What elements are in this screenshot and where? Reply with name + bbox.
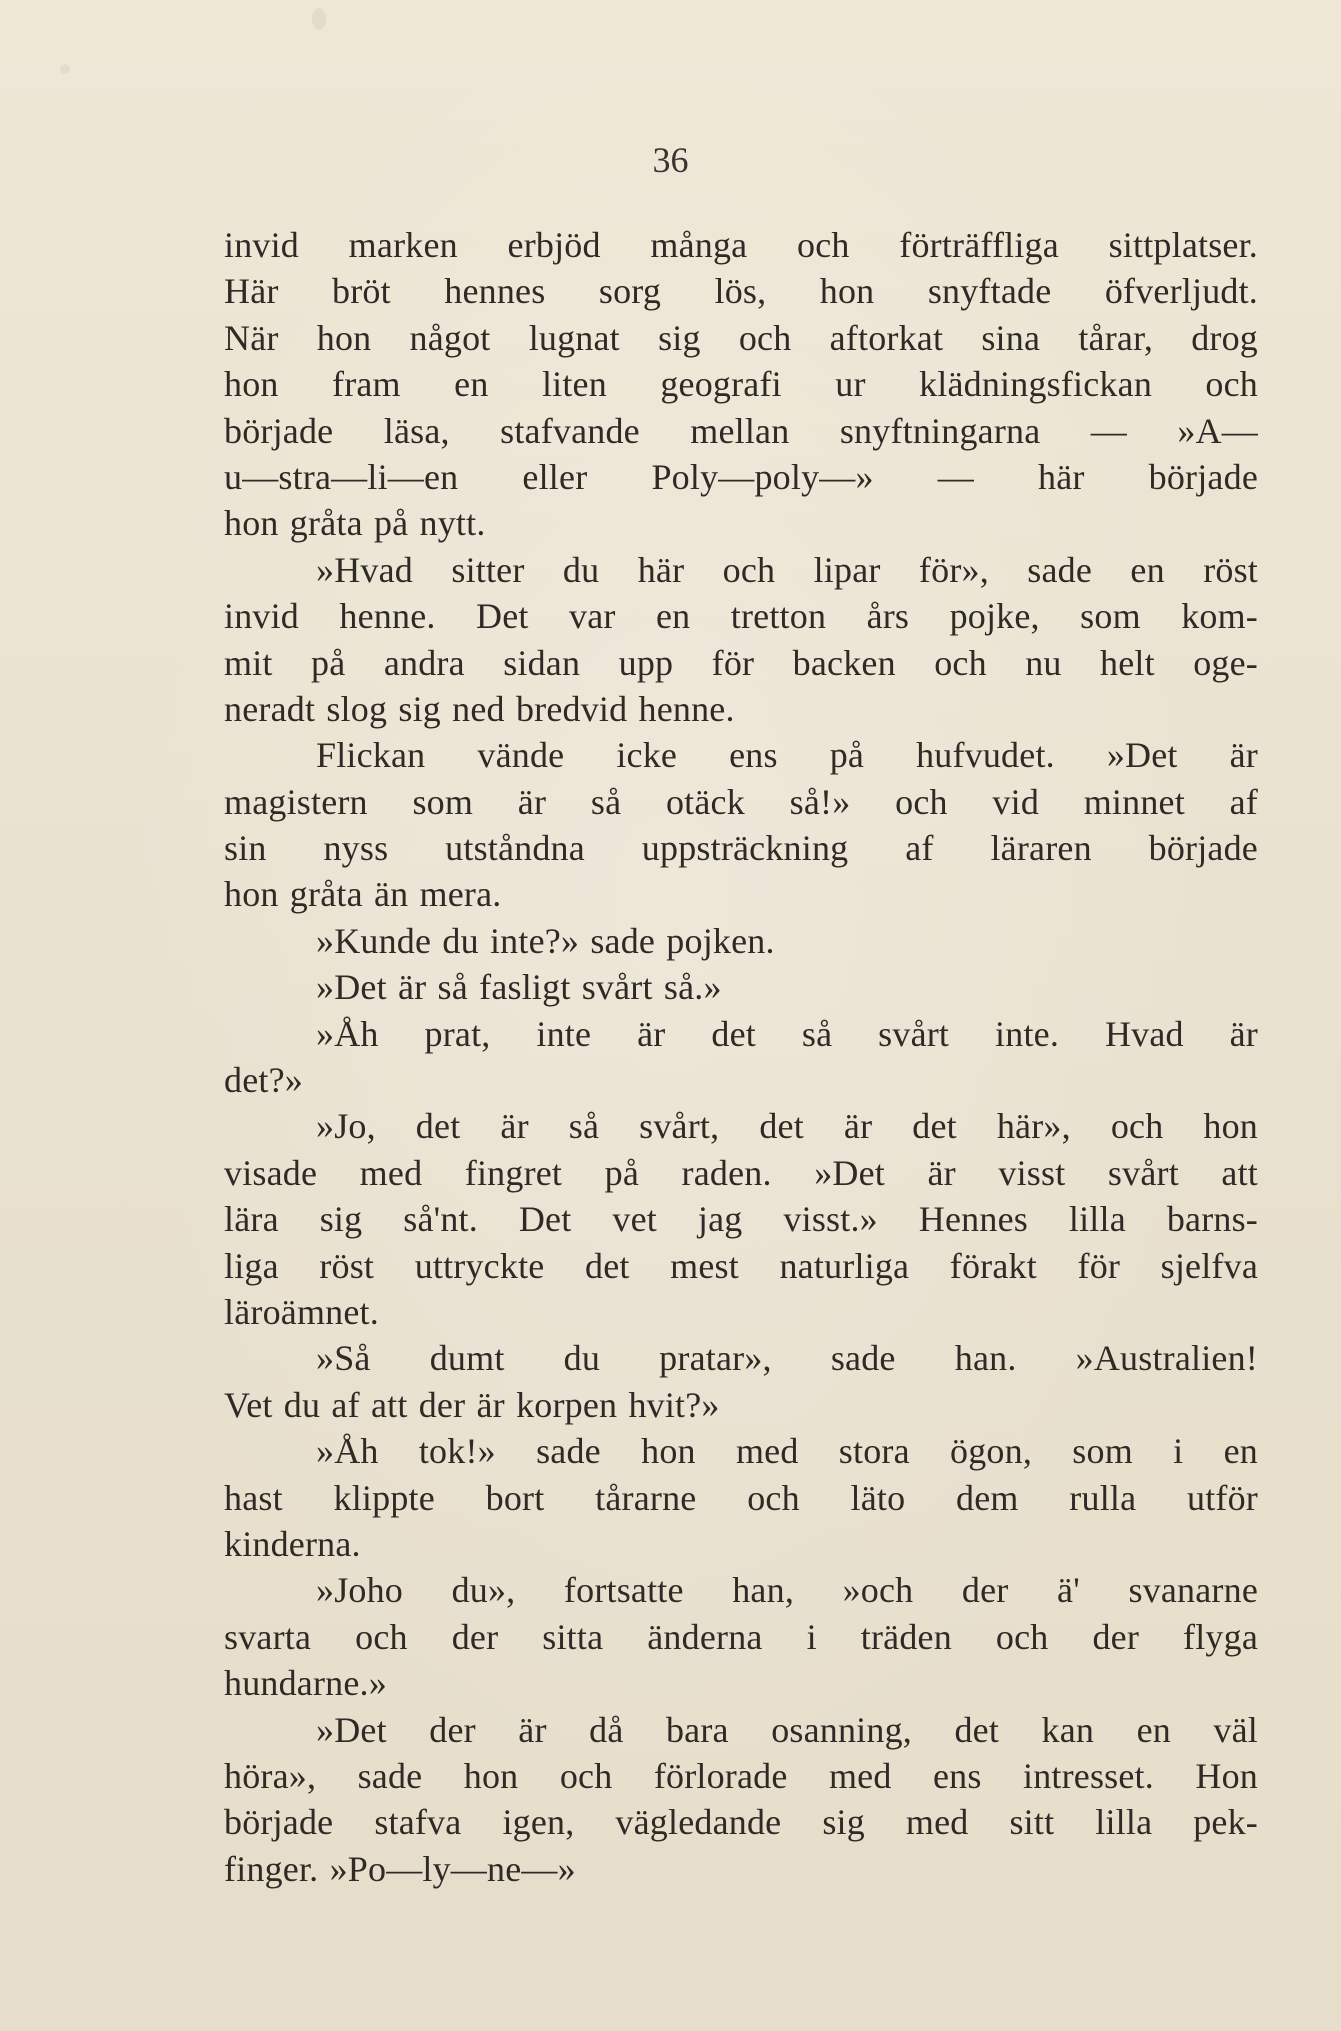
text-line: liga röst uttryckte det mest naturliga förakt för sjelfva (224, 1245, 1258, 1286)
text-line: höra», sade hon och förlorade med ens intresset. Hon (224, 1755, 1258, 1796)
text-line: sin nyss utståndna uppsträckning af läraren började (224, 828, 1258, 869)
text-line: »Åh tok!» sade hon med stora ögon, som i en (316, 1431, 1258, 1472)
text-line: hon gråta på nytt. (224, 503, 486, 544)
text-line: började läsa, stafvande mellan snyftningarna — »A— (224, 410, 1258, 451)
text-line: invid marken erbjöd många och förträffliga sittplatser. (224, 225, 1258, 265)
text-line: »Jo, det är så svårt, det är det här», och hon (316, 1106, 1258, 1147)
text-line: »Kunde du inte?» sade pojken. (316, 920, 775, 961)
text-line: läroämnet. (224, 1291, 379, 1332)
text-line: började stafva igen, vägledande sig med sitt lilla pek- (224, 1802, 1258, 1843)
text-line: hast klippte bort tårarne och läto dem rulla utför (224, 1477, 1258, 1518)
text-line: lära sig så'nt. Det vet jag visst.» Hennes lilla barns- (224, 1199, 1258, 1240)
text-line: visade med fingret på raden. »Det är visst svårt att (224, 1152, 1258, 1193)
text-line: Flickan vände icke ens på hufvudet. »Det är (316, 735, 1258, 776)
text-line: »Joho du», fortsatte han, »och der ä' svanarne (316, 1570, 1258, 1611)
text-line: magistern som är så otäck så!» och vid minnet af (224, 781, 1258, 822)
paper-smudge (60, 64, 70, 74)
text-line: svarta och der sitta änderna i träden och der flyga (224, 1616, 1258, 1657)
text-line: Här bröt hennes sorg lös, hon snyftade öfverljudt. (224, 271, 1258, 312)
page-number: 36 (652, 140, 689, 180)
paper-smudge (312, 8, 326, 30)
text-line: det?» (224, 1060, 303, 1101)
text-line: hundarne.» (224, 1663, 387, 1704)
text-line: »Åh prat, inte är det så svårt inte. Hvad är (316, 1013, 1258, 1054)
text-line: »Så dumt du pratar», sade han. »Australien! (316, 1338, 1258, 1379)
body-text (224, 222, 1258, 1892)
text-line: hon fram en liten geografi ur klädningsfickan och (224, 364, 1258, 405)
text-line: hon gråta än mera. (224, 874, 502, 915)
text-line: Vet du af att der är korpen hvit?» (224, 1384, 720, 1425)
text-line: neradt slog sig ned bredvid henne. (224, 688, 735, 729)
text-line: kinderna. (224, 1523, 361, 1564)
text-line: finger. »Po—ly—ne—» (224, 1848, 576, 1889)
text-line: u—stra—li—en eller Poly—poly—» — här började (224, 456, 1258, 497)
text-line: mit på andra sidan upp för backen och nu helt oge- (224, 642, 1258, 683)
text-line: »Hvad sitter du här och lipar för», sade en röst (316, 549, 1258, 590)
text-line: »Det der är då bara osanning, det kan en väl (316, 1709, 1258, 1750)
text-line: När hon något lugnat sig och aftorkat sina tårar, drog (224, 317, 1258, 358)
text-line: invid henne. Det var en tretton års pojke, som kom- (224, 596, 1258, 637)
text-line: »Det är så fasligt svårt så.» (316, 967, 722, 1008)
